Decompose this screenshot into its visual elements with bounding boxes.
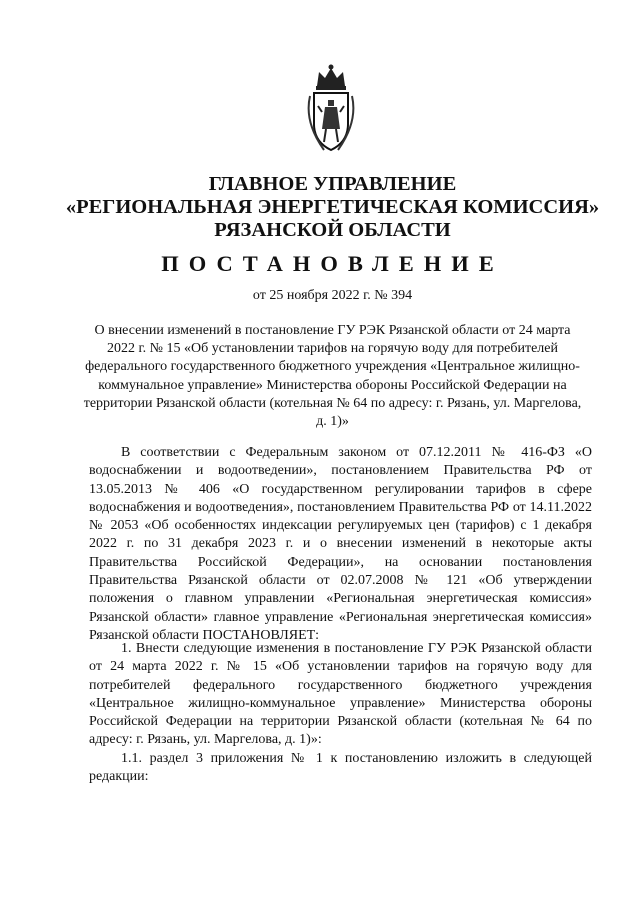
preamble-paragraph: В соответствии с Федеральным законом от 07.12.2011 № 416-ФЗ «О водоснабжении и водоотведении», постановлением Правительства РФ от 13.05.2013 № 406 «О государственном регулировании тарифов в сфере водоснабжения и водоотведения», постановлением Правительства РФ от 14.11.2022 № 2053 «Об особенностях индексации регулируемых цен (тарифов) с 1 декабря 2022 г. по 31 декабря 2023 г. и о внесении изменений в некоторые акты Правительства Российской Федерации», на основании постановления Правительства Рязанской области от 02.07.2008 № 121 «Об утверждении положения о главном управлении «Региональная энергетическая комиссия» Рязанской области» главное управление «Региональная энергетическая комиссия» Рязанской области ПОСТАНОВЛЯЕТ: xyxy=(89,445,592,643)
item-1-1-paragraph: 1.1. раздел 3 приложения № 1 к постановлению изложить в следующей редакции: xyxy=(89,751,592,785)
item-1-paragraph: 1. Внести следующие изменения в постановление ГУ РЭК Рязанской области от 24 марта 2022 г. № 15 «Об установлении тарифов на горячую воду для потребителей федерального государственного бюджетного учреждения «Центральное жилищно-коммунальное управление» Министерства обороны Российской Федерации на территории Рязанской области (котельная № 64 по адресу: г. Рязань, ул. Маргелова, д. 1)»: xyxy=(89,641,592,748)
coat-of-arms-icon xyxy=(300,62,362,154)
document-date-number: от 25 ноября 2022 г. № 394 xyxy=(252,288,413,303)
document-subject: О внесении изменений в постановление ГУ РЭК Рязанской области от 24 марта 2022 г. № 15 «Об установлении тарифов на горячую воду для потребителей федерального государственного бюджетного учреждения «Центральное жилищно-коммунальное управление» Министерства обороны Российской Федерации на территории Рязанской области (котельная № 64 по адресу: г. Рязань, ул. Маргелова, д. 1)» xyxy=(83,323,582,430)
organization-name-line-1: ГЛАВНОЕ УПРАВЛЕНИЕ xyxy=(208,173,457,195)
organization-name-line-3: РЯЗАНСКОЙ ОБЛАСТИ xyxy=(214,219,451,241)
document-title: ПОСТАНОВЛЕНИЕ xyxy=(161,251,504,276)
organization-name-line-2: «РЕГИОНАЛЬНАЯ ЭНЕРГЕТИЧЕСКАЯ КОМИССИЯ» xyxy=(65,196,600,218)
